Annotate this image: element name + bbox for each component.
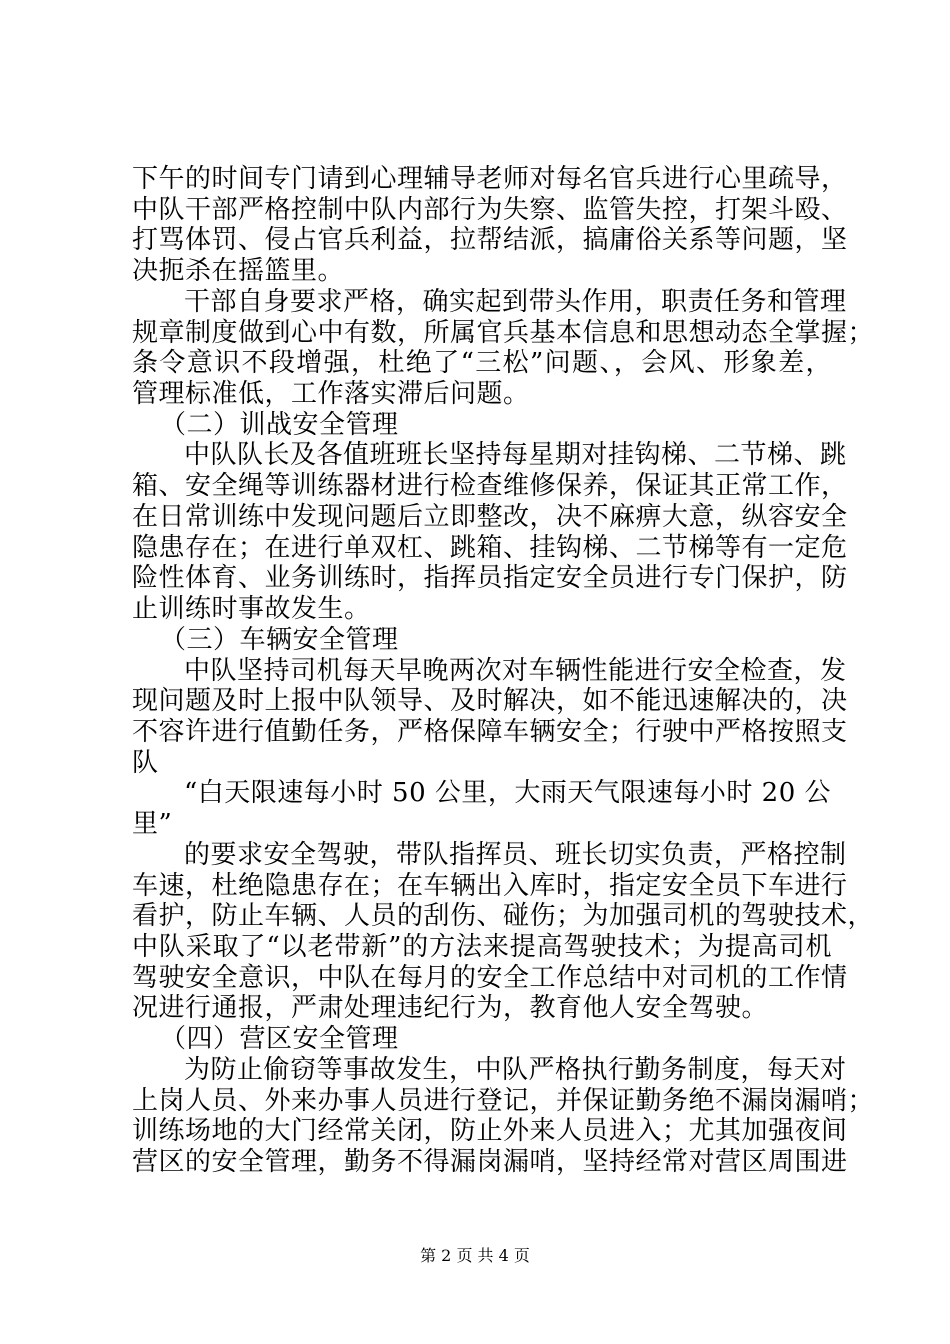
text-line: “白天限速每小时 50 公里，大雨天气限速每小时 20 公 <box>184 778 832 808</box>
text-line: 现问题及时上报中队领导、及时解决，如不能迅速解决的，决 <box>132 686 848 716</box>
text-line: 条令意识不段增强，杜绝了“三松”问题、，会风、形象差， <box>132 348 832 378</box>
text-line: 决扼杀在摇篮里。 <box>132 256 345 286</box>
section-heading: （四）营区安全管理 <box>160 1024 399 1054</box>
text-line: 况进行通报，严肃处理违纪行为，教育他人安全驾驶。 <box>132 993 769 1023</box>
section-heading: （三）车辆安全管理 <box>160 625 399 655</box>
text-line: 在日常训练中发现问题后立即整改，决不麻痹大意，纵容安全 <box>132 502 848 532</box>
text-line: 险性体育、业务训练时，指挥员指定安全员进行专门保护，防 <box>132 563 848 593</box>
text-line: 不容许进行值勤任务，严格保障车辆安全；行驶中严格按照支 <box>132 717 848 747</box>
text-line: 规章制度做到心中有数，所属官兵基本信息和思想动态全掌握； <box>132 318 875 348</box>
text-line: 驾驶安全意识，中队在每月的安全工作总结中对司机的工作情 <box>132 963 848 993</box>
text-line: 里” <box>132 809 173 839</box>
text-line: 中队队长及各值班班长坚持每星期对挂钩梯、二节梯、跳 <box>184 440 847 470</box>
text-line: 中队采取了“以老带新”的方法来提高驾驶技术；为提高司机 <box>132 932 832 962</box>
text-line: 队 <box>132 748 159 778</box>
text-line: 管理标准低，工作落实滞后问题。 <box>132 379 530 409</box>
text-line: 中队坚持司机每天早晚两次对车辆性能进行安全检查，发 <box>184 656 847 686</box>
text-line: 下午的时间专门请到心理辅导老师对每名官兵进行心里疏导， <box>132 164 848 194</box>
text-line: 营区的安全管理，勤务不得漏岗漏哨，坚持经常对营区周围进 <box>132 1147 848 1177</box>
text-line: 止训练时事故发生。 <box>132 594 371 624</box>
text-line: 上岗人员、外来办事人员进行登记，并保证勤务绝不漏岗漏哨； <box>132 1086 875 1116</box>
text-line: 打骂体罚、侵占官兵利益，拉帮结派，搞庸俗关系等问题，坚 <box>132 225 848 255</box>
text-line: 为防止偷窃等事故发生，中队严格执行勤务制度，每天对 <box>184 1055 847 1085</box>
text-line: 的要求安全驾驶，带队指挥员、班长切实负责，严格控制 <box>184 840 847 870</box>
page-footer: 第 2 页 共 4 页 <box>420 1246 530 1265</box>
text-line: 箱、安全绳等训练器材进行检查维修保养，保证其正常工作， <box>132 471 848 501</box>
text-line: 训练场地的大门经常关闭，防止外来人员进入；尤其加强夜间 <box>132 1116 848 1146</box>
text-line: 中队干部严格控制中队内部行为失察、监管失控，打架斗殴、 <box>132 195 848 225</box>
text-line: 看护，防止车辆、人员的刮伤、碰伤；为加强司机的驾驶技术， <box>132 901 875 931</box>
section-heading: （二）训战安全管理 <box>160 410 399 440</box>
text-line: 隐患存在；在进行单双杠、跳箱、挂钩梯、二节梯等有一定危 <box>132 533 848 563</box>
text-line: 车速，杜绝隐患存在；在车辆出入库时，指定安全员下车进行 <box>132 871 848 901</box>
text-line: 干部自身要求严格，确实起到带头作用，职责任务和管理 <box>184 287 847 317</box>
